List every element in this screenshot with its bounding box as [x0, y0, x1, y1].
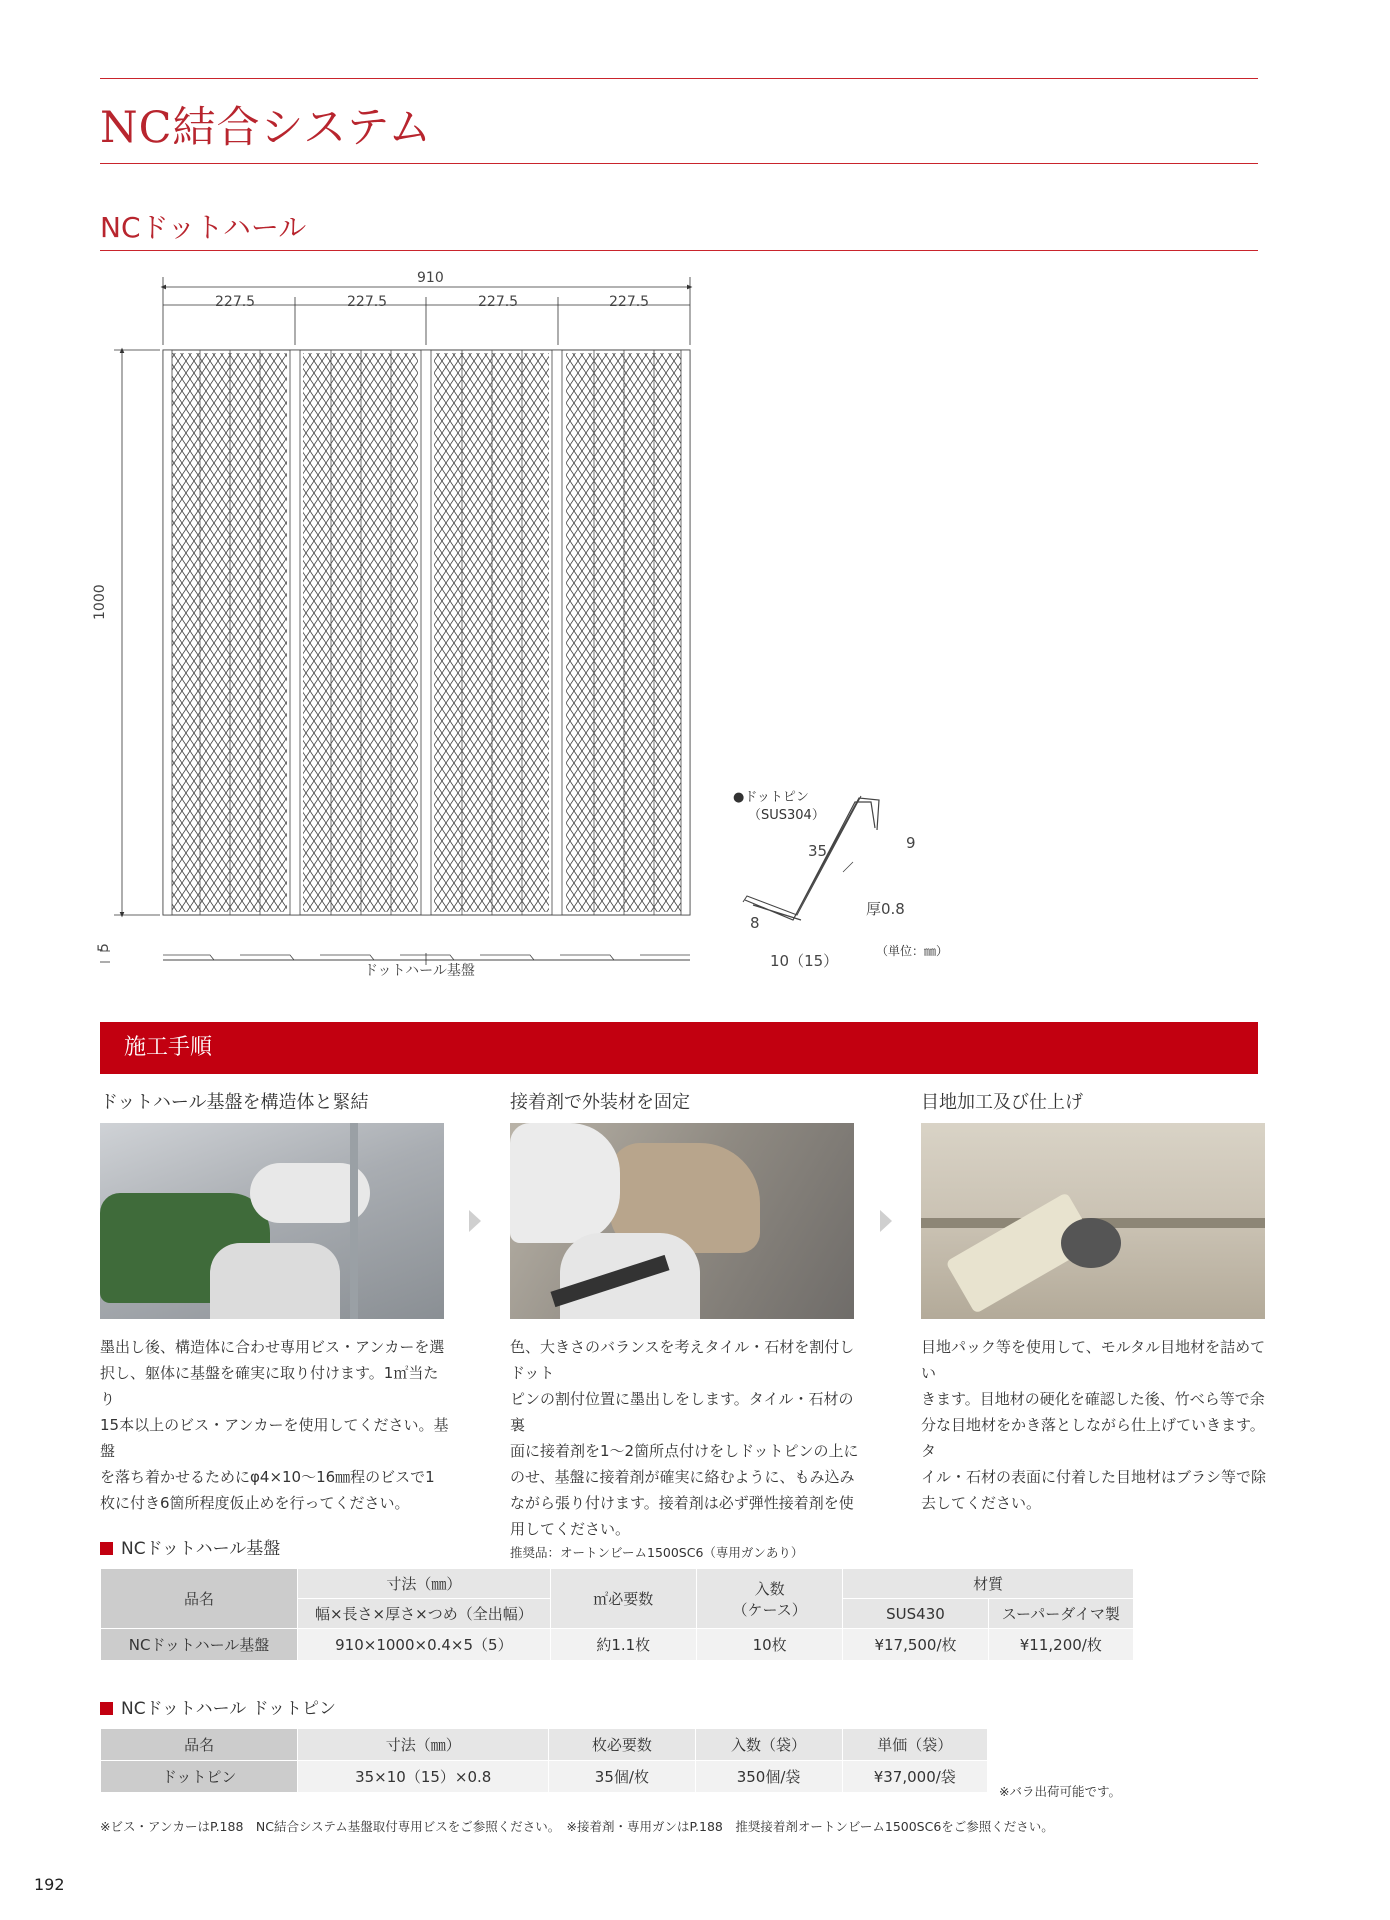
- text-line: ながら張り付けます。接着剤は必ず弾性接着剤を使: [510, 1494, 854, 1512]
- pin-title: ●ドットピン: [733, 790, 809, 805]
- product-subtitle: NCドットハール: [100, 211, 307, 244]
- recommended-product-note: 推奨品：オートンビーム1500SC6（専用ガンあり）: [510, 1545, 804, 1560]
- text-line: ピンの割付位置に墨出しをします。タイル・石材の裏: [510, 1390, 854, 1434]
- width-total-label: 910: [417, 270, 444, 286]
- segment-width-label: 227.5: [609, 294, 650, 310]
- th-qty: 入数（袋）: [695, 1729, 842, 1761]
- text-line: を落ち着かせるためにφ4×10〜16㎜程のビスで1: [100, 1468, 435, 1486]
- cell-size: 35×10（15）×0.8: [298, 1761, 549, 1793]
- step-description: [100, 1334, 450, 1516]
- table1-title: NCドットハール基盤: [121, 1539, 281, 1559]
- step-title: 接着剤で外装材を固定: [510, 1092, 690, 1113]
- text-line: 分な目地材をかき落としながら仕上げていきます。タ: [921, 1416, 1265, 1460]
- th-material: 材質: [843, 1569, 1134, 1599]
- cell-price: ¥37,000/袋: [842, 1761, 987, 1793]
- table2-heading: [100, 1694, 336, 1719]
- table2-title: NCドットハール ドットピン: [121, 1699, 336, 1719]
- table-row: [101, 1629, 1134, 1661]
- th-qty: [696, 1569, 842, 1629]
- th-name: 品名: [101, 1569, 298, 1629]
- pin-length-label: 35: [808, 842, 828, 860]
- text-line: 墨出し後、構造体に合わせ専用ビス・アンカーを選: [100, 1338, 445, 1356]
- cell-name: ドットピン: [101, 1761, 298, 1793]
- board-spec-table: [100, 1568, 1134, 1661]
- square-bullet-icon: [100, 1702, 113, 1715]
- height-label: 1000: [92, 584, 108, 620]
- text-line: 枚に付き6箇所程度仮止めを行ってください。: [100, 1494, 410, 1512]
- th-qty-sub: （ケース）: [732, 1600, 807, 1619]
- pin-thickness-label: 厚0.8: [866, 900, 905, 918]
- cell-qty: 10枚: [696, 1629, 842, 1661]
- th-name: 品名: [101, 1729, 298, 1761]
- text-line: 色、大きさのバランスを考えタイル・石材を割付しドット: [510, 1338, 855, 1382]
- title-rule: [100, 163, 1258, 164]
- th-size: 寸法（㎜）: [298, 1569, 550, 1599]
- page-title: NC結合システム: [100, 103, 433, 153]
- cell-per-sheet: 35個/枚: [549, 1761, 695, 1793]
- cell-mat2: ¥11,200/枚: [988, 1629, 1133, 1661]
- cell-per-m2: 約1.1枚: [550, 1629, 696, 1661]
- th-size-sub: 幅×長さ×厚さ×つめ（全出幅）: [298, 1599, 550, 1629]
- step-title: 目地加工及び仕上げ: [921, 1092, 1083, 1113]
- table-row: [101, 1761, 988, 1793]
- pin-hook-label: 9: [906, 834, 916, 852]
- text-line: きます。目地材の硬化を確認した後、竹べら等で余: [921, 1390, 1265, 1408]
- step-arrow-icon: [880, 1210, 892, 1232]
- subtitle-rule: [100, 250, 1258, 251]
- th-qty-label: 入数: [754, 1579, 785, 1598]
- section-header-procedure: [100, 1022, 1258, 1074]
- step-description: [921, 1334, 1271, 1516]
- square-bullet-icon: [100, 1542, 113, 1555]
- pin-base-label: 10（15）: [770, 952, 839, 970]
- top-rule: [100, 78, 1258, 79]
- text-line: 用してください。: [510, 1520, 631, 1538]
- section-title: 施工手順: [124, 1035, 213, 1060]
- text-line: 目地パック等を使用して、モルタル目地材を詰めてい: [921, 1338, 1266, 1382]
- text-line: 15本以上のビス・アンカーを使用してください。基盤: [100, 1416, 449, 1460]
- cell-mat1: ¥17,500/枚: [843, 1629, 988, 1661]
- board-label: ドットハール基盤: [364, 963, 475, 979]
- photo-adhesive-fixing: [510, 1123, 854, 1319]
- th-mat2: スーパーダイマ製: [988, 1599, 1133, 1629]
- cell-qty: 350個/袋: [695, 1761, 842, 1793]
- th-per-m2: ㎡必要数: [550, 1569, 696, 1629]
- th-mat1: SUS430: [843, 1599, 988, 1629]
- text-line: 択し、躯体に基盤を確実に取り付けます。1㎡当たり: [100, 1364, 439, 1408]
- step-description: [510, 1334, 860, 1564]
- text-line: 面に接着剤を1〜2箇所点付けをしドットピンの上に: [510, 1442, 859, 1460]
- pin-spec-table: [100, 1728, 988, 1793]
- bulk-shipping-note: ※バラ出荷可能です。: [999, 1784, 1121, 1799]
- photo-drill-fastening: [100, 1123, 444, 1319]
- step-title: ドットハール基盤を構造体と緊結: [100, 1092, 369, 1113]
- photo-joint-finishing: [921, 1123, 1265, 1319]
- text-line: のせ、基盤に接着剤が確実に絡むように、もみ込み: [510, 1468, 855, 1486]
- text-line: イル・石材の表面に付着した目地材はブラシ等で除: [921, 1468, 1267, 1486]
- dot-haar-board-diagram: [90, 265, 730, 985]
- segment-width-label: 227.5: [215, 294, 256, 310]
- th-price: 単価（袋）: [842, 1729, 987, 1761]
- unit-label: （単位：㎜）: [876, 944, 949, 958]
- segment-width-label: 227.5: [347, 294, 388, 310]
- th-per-sheet: 枚必要数: [549, 1729, 695, 1761]
- footnote: ※ビス・アンカーはP.188 NC結合システム基盤取付専用ビスをご参照ください。 ※接着剤・専用ガンはP.188 推奨接着剤オートンビーム1500SC6をご参照ください。: [100, 1819, 1054, 1834]
- pin-material: （SUS304）: [748, 808, 825, 823]
- page-number: 192: [34, 1875, 65, 1894]
- table1-heading: [100, 1534, 280, 1559]
- cell-size: 910×1000×0.4×5（5）: [298, 1629, 550, 1661]
- depth-label: 5: [96, 943, 112, 952]
- segment-width-label: 227.5: [478, 294, 519, 310]
- cell-name: NCドットハール基盤: [101, 1629, 298, 1661]
- th-size: 寸法（㎜）: [298, 1729, 549, 1761]
- step-arrow-icon: [469, 1210, 481, 1232]
- text-line: 去してください。: [921, 1494, 1042, 1512]
- pin-foot-label: 8: [750, 914, 760, 932]
